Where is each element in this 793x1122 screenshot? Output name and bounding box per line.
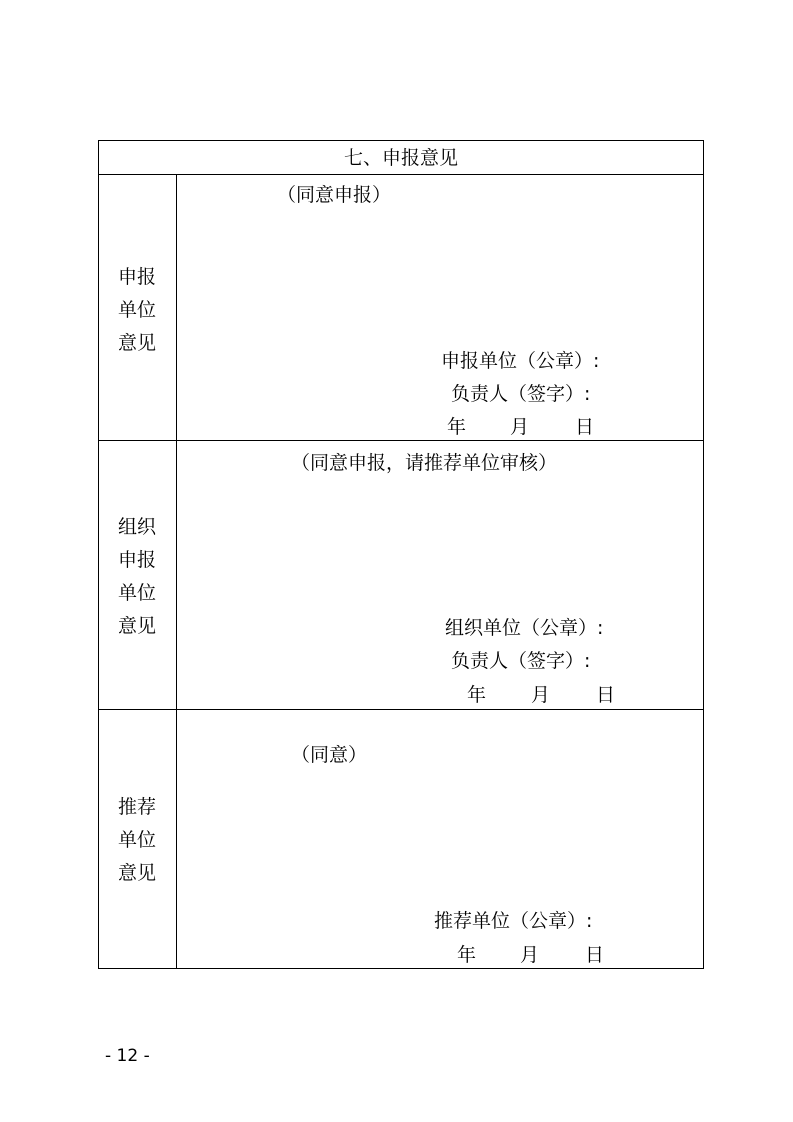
opinion-text: （同意） xyxy=(291,744,368,766)
row-divider-1 xyxy=(98,440,704,441)
page-number: - 12 - xyxy=(105,1046,150,1066)
date-day: 日 xyxy=(585,944,605,966)
table-border-right xyxy=(703,140,704,969)
header-divider xyxy=(98,174,704,175)
label-line: 申报 xyxy=(117,266,156,288)
column-divider xyxy=(176,174,177,969)
section-label-organizer xyxy=(98,511,176,643)
date-month: 月 xyxy=(531,684,551,706)
signature-line: 负责人（签字）: xyxy=(451,650,591,672)
label-line: 申报 xyxy=(117,549,156,571)
label-line: 推荐 xyxy=(117,796,156,818)
date-day: 日 xyxy=(596,684,616,706)
label-line: 单位 xyxy=(117,582,156,604)
date-year: 年 xyxy=(447,416,467,438)
label-line: 单位 xyxy=(117,299,156,321)
date-month: 月 xyxy=(520,944,540,966)
date-day: 日 xyxy=(575,416,595,438)
date-year: 年 xyxy=(457,944,477,966)
section-label-applicant xyxy=(98,261,176,360)
signature-line: 负责人（签字）: xyxy=(451,383,591,405)
opinion-text: （同意申报，请推荐单位审核） xyxy=(291,452,558,474)
row-divider-2 xyxy=(98,709,704,710)
date-year: 年 xyxy=(467,684,487,706)
seal-line: 组织单位（公章）: xyxy=(445,617,604,639)
label-line: 意见 xyxy=(117,332,156,354)
date-month: 月 xyxy=(510,416,530,438)
label-line: 组织 xyxy=(117,516,156,538)
table-header-title: 七、申报意见 xyxy=(343,147,458,169)
seal-line: 申报单位（公章）: xyxy=(441,350,600,372)
opinion-text: （同意申报） xyxy=(277,184,392,206)
table-border-bottom xyxy=(98,968,704,969)
label-line: 意见 xyxy=(117,862,156,884)
table-border-top xyxy=(98,140,704,141)
section-label-recommender xyxy=(98,791,176,890)
seal-line: 推荐单位（公章）: xyxy=(434,910,593,932)
label-line: 意见 xyxy=(117,615,156,637)
label-line: 单位 xyxy=(117,829,156,851)
